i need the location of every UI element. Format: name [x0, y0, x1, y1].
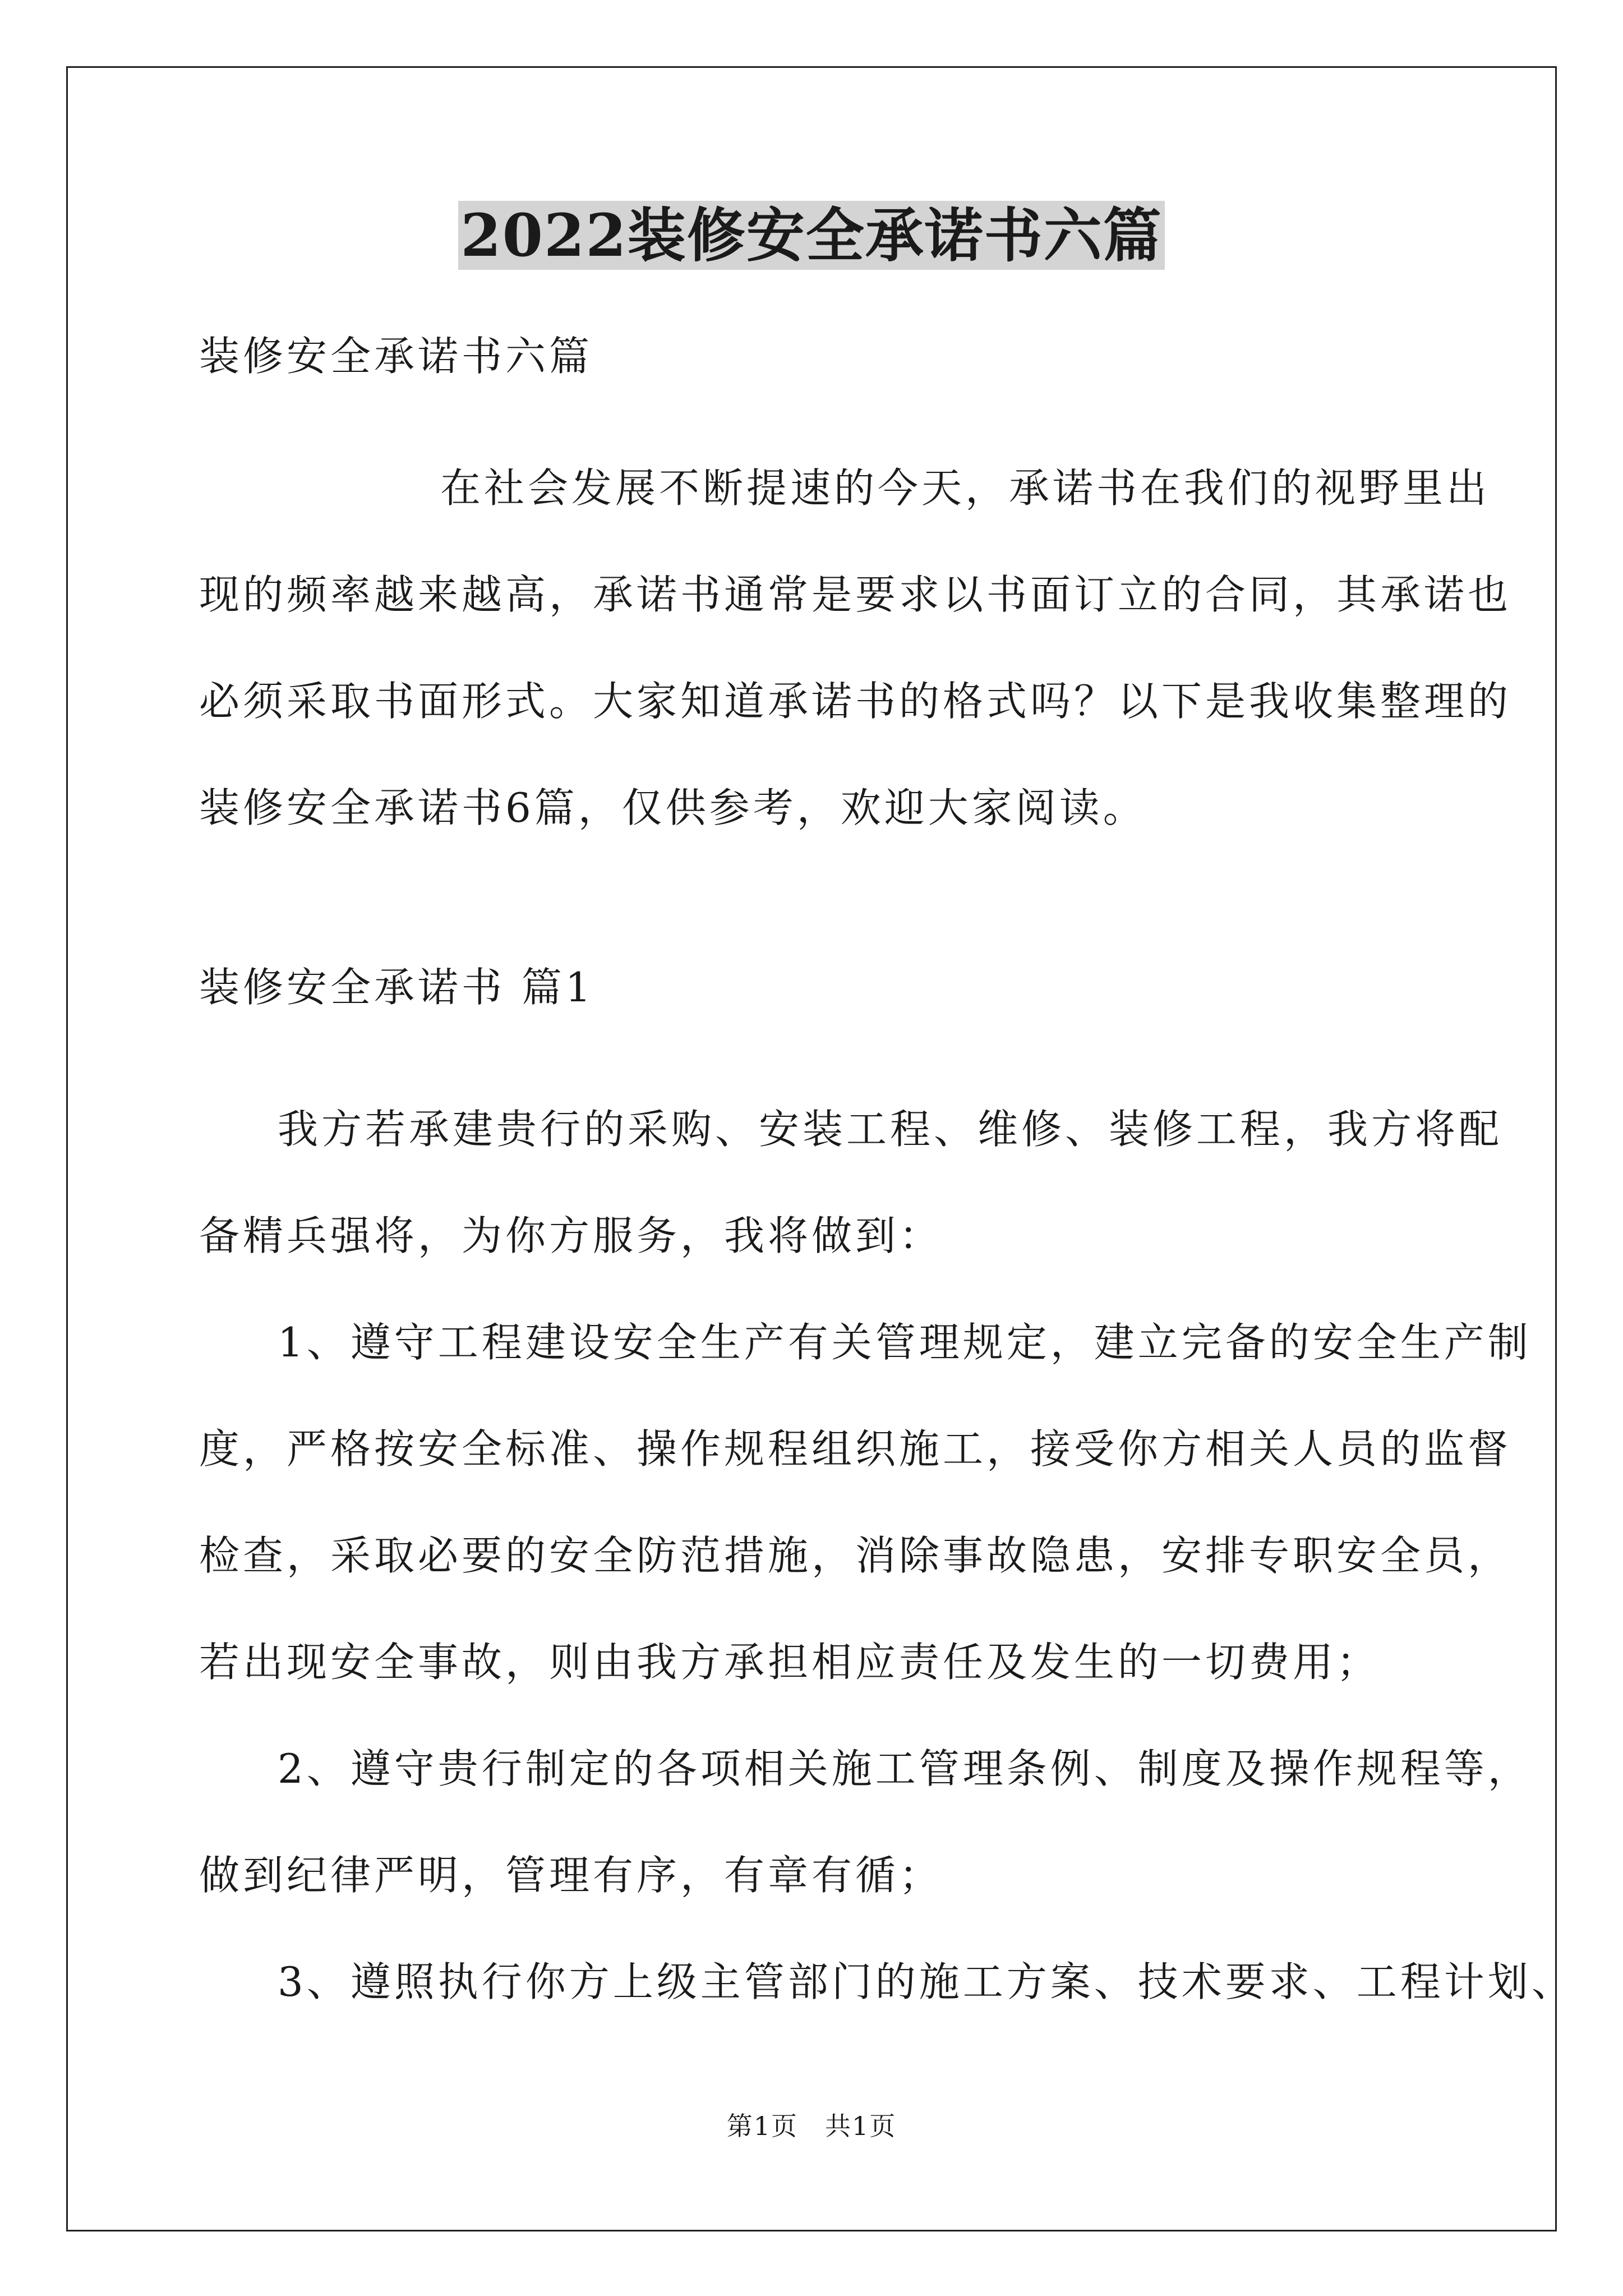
intro-line: 必须采取书面形式。大家知道承诺书的格式吗？以下是我收集整理的 — [199, 678, 1512, 725]
list-item-line: 2、遵守贵行制定的各项相关施工管理条例、制度及操作规程等， — [278, 1745, 1532, 1792]
intro-line: 现的频率越来越高，承诺书通常是要求以书面订立的合同，其承诺也 — [199, 571, 1512, 618]
list-item-line: 做到纪律严明，管理有序，有章有循； — [199, 1852, 943, 1899]
document-subtitle — [199, 303, 1455, 409]
list-item-line: 若出现安全事故，则由我方承担相应责任及发生的一切费用； — [199, 1639, 1381, 1686]
list-item-line: 1、遵守工程建设安全生产有关管理规定，建立完备的安全生产制 — [278, 1319, 1532, 1366]
list-item-2 — [199, 1715, 1532, 1929]
paragraph-1 — [199, 1076, 1503, 1289]
intro-line: 装修安全承诺书6篇，仅供参考，欢迎大家阅读。 — [199, 784, 1147, 831]
document-title — [0, 199, 1623, 272]
list-item-line: 检查，采取必要的安全防范措施，消除事故隐患，安排专职安全员， — [199, 1532, 1512, 1579]
section-heading — [199, 934, 1455, 1041]
list-item-1 — [199, 1289, 1532, 1715]
subtitle-line: 装修安全承诺书六篇 — [199, 333, 593, 380]
intro-line: 在社会发展不断提速的今天，承诺书在我们的视野里出 — [440, 464, 1491, 512]
section-heading-text: 装修安全承诺书 篇1 — [199, 964, 594, 1011]
paragraph-line: 备精兵强将，为你方服务，我将做到： — [199, 1212, 943, 1259]
intro-paragraph — [199, 435, 1512, 861]
paragraph-line: 我方若承建贵行的采购、安装工程、维修、装修工程，我方将配 — [278, 1106, 1503, 1153]
list-item-line: 度，严格按安全标准、操作规程组织施工，接受你方相关人员的监督 — [199, 1425, 1512, 1473]
list-item-3 — [199, 1929, 1575, 2035]
page-number: 第1页 共1页 — [726, 2111, 897, 2141]
document-title-text: 2022装修安全承诺书六篇 — [458, 201, 1164, 270]
list-item-line: 3、遵照执行你方上级主管部门的施工方案、技术要求、工程计划、 — [278, 1958, 1575, 2005]
